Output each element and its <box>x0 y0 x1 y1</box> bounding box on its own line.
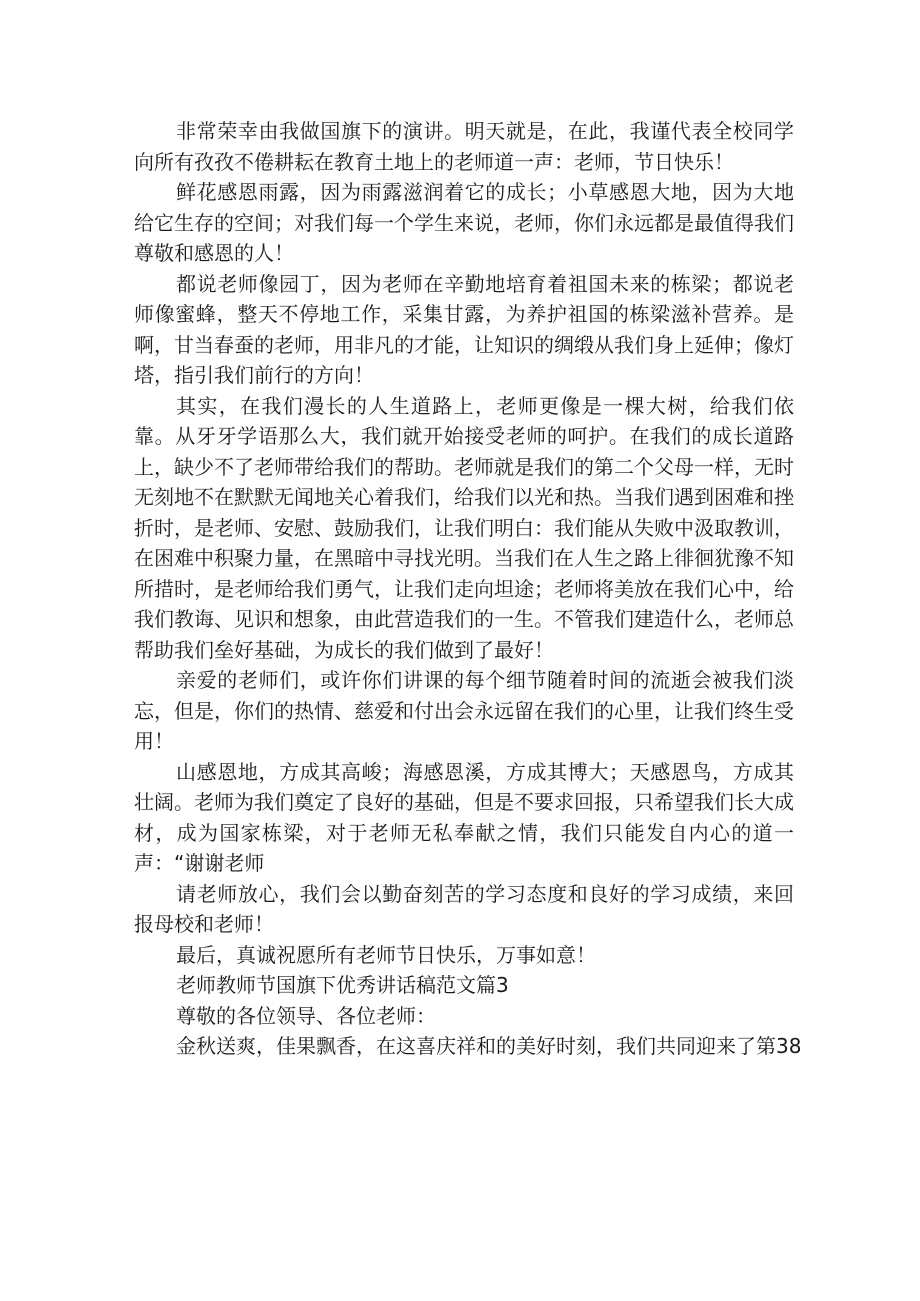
paragraph-2: 鲜花感恩雨露，因为雨露滋润着它的成长；小草感恩大地，因为大地给它生存的空间；对我们每一个学生来说，老师，你们永远都是最值得我们尊敬和感恩的人！ <box>134 180 794 265</box>
paragraph-7: 请老师放心，我们会以勤奋刻苦的学习态度和良好的学习成绩，来回报母校和老师！ <box>134 881 794 936</box>
next-section-title: 老师教师节国旗下优秀讲话稿范文篇3 <box>176 973 509 997</box>
salutation-line: 尊敬的各位领导、各位老师： <box>176 1003 436 1028</box>
paragraph-3: 都说老师像园丁，因为老师在辛勤地培育着祖国未来的栋梁；都说老师像蜜蜂，整天不停地工作，采集甘露，为养护祖国的栋梁滋补营养。是啊，甘当春蚕的老师，用非凡的才能，让知识的绸缎从我们身上延伸；像灯塔，指引我们前行的方向！ <box>134 271 794 387</box>
opening-line: 金秋送爽，佳果飘香，在这喜庆祥和的美好时刻，我们共同迎来了第38 <box>176 1034 802 1058</box>
paragraph-1: 非常荣幸由我做国旗下的演讲。明天就是，在此，我谨代表全校同学向所有孜孜不倦耕耘在教育土地上的老师道一声：老师，节日快乐！ <box>134 119 794 174</box>
paragraph-4: 其实，在我们漫长的人生道路上，老师更像是一棵大树，给我们依靠。从牙牙学语那么大，我们就开始接受老师的呵护。在我们的成长道路上，缺少不了老师带给我们的帮助。老师就是我们的第二个父母一样，无时无刻地不在默默无闻地关心着我们，给我们以光和热。当我们遇到困难和挫折时，是老师、安慰、鼓励我们，让我们明白：我们能从失败中汲取教训，在困难中积聚力量，在黑暗中寻找光明。当我们在人生之路上徘徊犹豫不知所措时，是老师给我们勇气，让我们走向坦途；老师将美放在我们心中，给我们教诲、见识和想象，由此营造我们的一生。不管我们建造什么，老师总帮助我们垒好基础，为成长的我们做到了最好！ <box>134 393 794 662</box>
paragraph-6: 山感恩地，方成其高峻；海感恩溪，方成其博大；天感恩鸟，方成其壮阔。老师为我们奠定了良好的基础，但是不要求回报，只希望我们长大成材，成为国家栋梁，对于老师无私奉献之情，我们只能发自内心的道一声：“谢谢老师 <box>134 759 794 875</box>
document-body <box>134 116 802 1062</box>
closing-line: 最后，真诚祝愿所有老师节日快乐，万事如意！ <box>176 942 596 967</box>
paragraph-5: 亲爱的老师们，或许你们讲课的每个细节随着时间的流逝会被我们淡忘，但是，你们的热情、慈爱和付出会永远留在我们的心里，让我们终生受用！ <box>134 668 794 753</box>
